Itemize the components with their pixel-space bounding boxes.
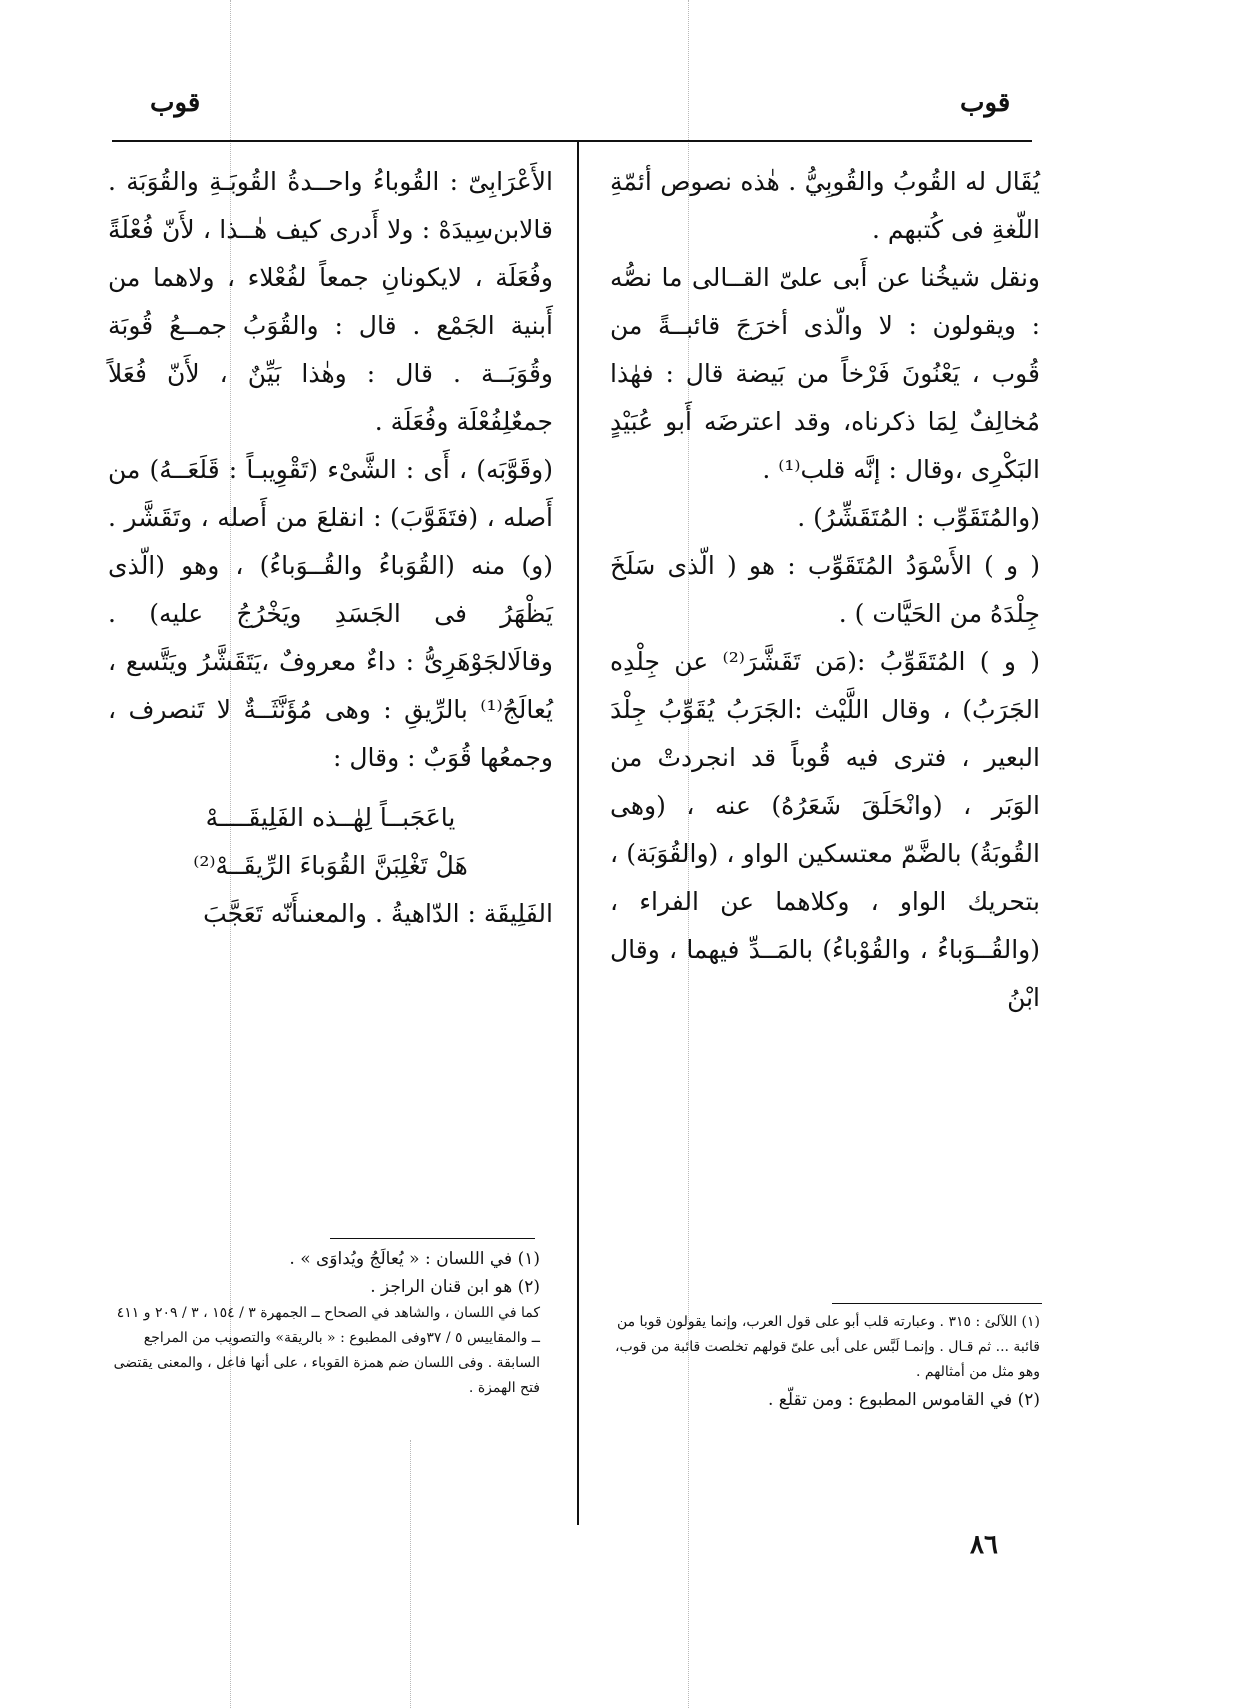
footnote: كما في اللسان ، والشاهد في الصحاح ــ الجمهرة ٣ / ١٥٤ ، ٣ / ٢٠٩ و ٤١١ ــ والمقاييس ٥ / ٣٧وفى المطبوع : « بالريقة» والتصويب من المراجع السابقة . وفى اللسان ضم همزة القوباء ، على أنها فاعل ، والمعنى يقتضى فتح الهمزة . [113, 1305, 540, 1396]
footnote: (١) في اللسان : « يُعالَجُ ويُداوَى » . [289, 1249, 540, 1269]
paragraph: ( و ) المُتَقَوِّبُ :(مَن تَقَشَّرَ⁽²⁾ عن جِلْدِه الجَرَبُ) ، وقال اللَّيْث :الجَرَبُ يُقَوِّبُ جِلْدَ البعير ، فترى فيه قُوباً قد انجردتْ من الوَبَر ، (وانْحَلَقَ شَعَرُهُ) عنه ، (وهى القُوبَةُ) بالضَّمّ معتسكين الواو ، (والقُوَبَة) ، بتحريك الواو ، وكلاهما عن الفراء ، (والقُــوَباءُ ، والقُوْباءُ) بالمَــدِّ فيهما ، وقال ابْنُ [610, 647, 1040, 1012]
footnote-rule [330, 1238, 535, 1239]
right-column [610, 158, 1040, 1022]
left-column [108, 158, 553, 938]
verse-line: ياعَجَبــاً لِهٰــذه الفَلِيقَــــهْ [205, 803, 456, 832]
verse-line: هَلْ تَغْلِبَنَّ القُوَباءَ الرِّيقَــهْ⁽²⁾ [193, 851, 468, 880]
footnote: (١) اللآلئ : ٣١٥ . وعبارته قلب أبو على قول العرب، وإنما يقولون قوبا من قائبة ... ثم قـال . وإنمـا لَبَّس على أبى علىّ قولهم تخلصت قائبة من قوب، وهو مثل من أمثالهم . [614, 1314, 1040, 1380]
scan-dotted-line [410, 1440, 411, 1708]
running-head-left: قوب [150, 88, 201, 118]
footnotes-left [110, 1245, 540, 1401]
footnotes-right [610, 1310, 1040, 1415]
paragraph: ونقل شيخُنا عن أَبى علىّ القــالى ما نصُّه : ويقولون : لا والّذى أخرَجَ قائبــةً من قُوب ، يَعْنُونَ فَرْخاً من بَيضة قال : فهٰذا مُخالِفٌ لِمَا ذكرناه، وقد اعترضَه أَبو عُبَيْدٍ البَكْرِى ،وقال : إنَّه قلب⁽¹⁾ . [610, 263, 1040, 484]
column-divider [577, 140, 579, 1525]
paragraph: (والمُتَقَوِّب : المُتَقَشِّرُ) . [797, 503, 1040, 532]
footnote: (٢) هو ابن قنان الراجز . [370, 1277, 540, 1297]
paragraph: الفَلِيقَة : الدّاهيةُ . والمعنىأَنّه تَعَجَّبَ [203, 899, 553, 928]
running-head-right: قوب [960, 88, 1011, 118]
header-rule [112, 140, 1032, 142]
paragraph: يُقَال له القُوبُ والقُوبِيُّ . هٰذه نصوص أئمّةِ اللّغةِ فى كُتبهم . [610, 167, 1040, 244]
footnote: (٢) في القاموس المطبوع : ومن تقلّع . [768, 1390, 1040, 1410]
verse [108, 794, 553, 890]
paragraph: (وقَوَّبَه) ، أَى : الشَّىْء (تَقْوِيبـاً : قَلَعَــهُ) من أَصله ، (فتَقَوَّبَ) : انقلعَ من أَصله ، وتَقَشَّر . (و) منه (القُوَباءُ والقُــوَباءُ) ، وهو (الّذى يَظْهَرُ فى الجَسَدِ ويَخْرُجُ عليه) . وقالَالجَوْهَرِىُّ : داءٌ معروفٌ ،يَتَقَشَّرُ ويَتَّسع ، يُعالَجُ⁽¹⁾ بالرِّيقِ : وهى مُؤَنَّثَــةٌ لا تَنصرف ، وجمعُها قُوَبٌ : وقال : [108, 455, 553, 772]
paragraph: الأَعْرَابِىّ : القُوباءُ واحــدةُ القُوبَـةِ والقُوَبَة . قالابن‌سِيدَهْ : ولا أَدرى كيف هٰــذا ، لأَنّ فُعْلَةً وفُعَلَة ، لايكونانِ جمعاً لفُعْلاء ، ولاهما من أَبنية الجَمْع . قال : والقُوَبُ جمــعُ قُوبَة وقُوَبَــة . قال : وهٰذا بَيِّنٌ ، لأَنّ فُعَلاً جمعٌلِفُعْلَة وفُعَلَة . [108, 167, 553, 436]
footnote-rule [832, 1303, 1042, 1304]
page-number: ٨٦ [970, 1530, 998, 1560]
paragraph: ( و ) الأَسْوَدُ المُتَقَوِّب : هو ( الّذى سَلَخَ جِلْدَهُ من الحَيَّات ) . [610, 551, 1040, 628]
